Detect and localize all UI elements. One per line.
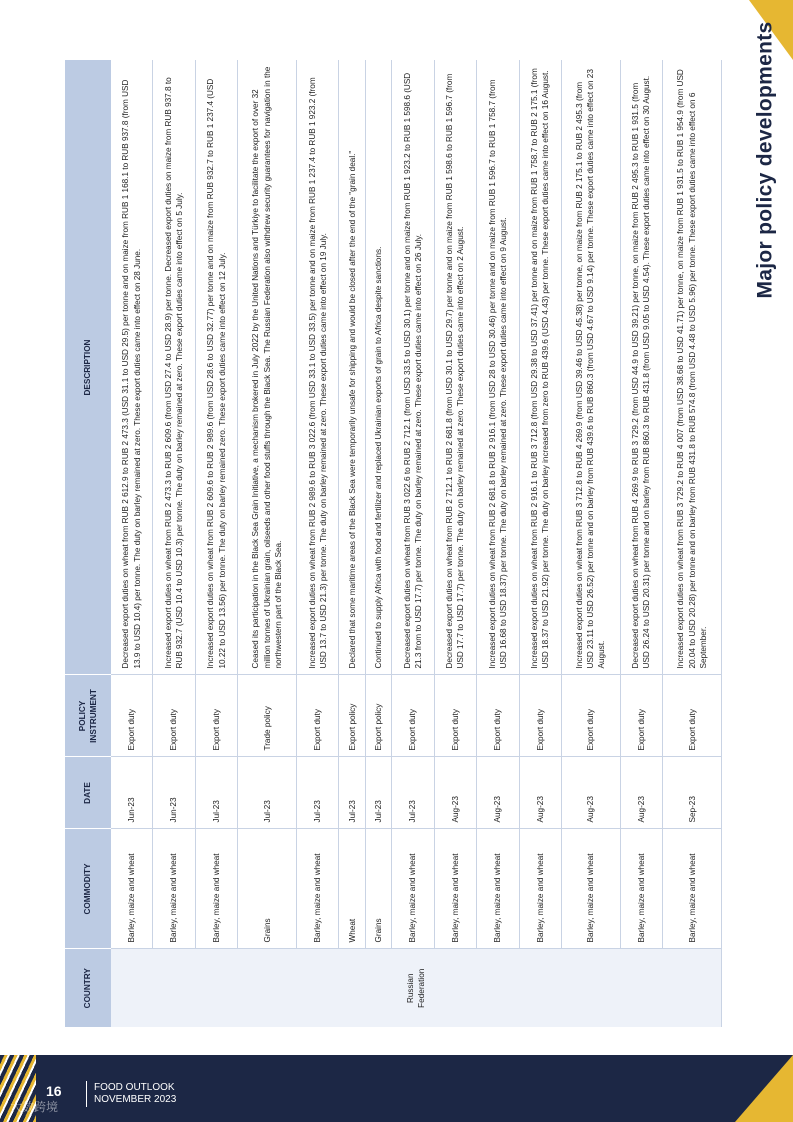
commodity-cell: Barley, maize and wheat bbox=[620, 829, 663, 949]
section-title-text: Major policy developments bbox=[753, 21, 777, 299]
watermark: 大数跨境 bbox=[10, 1100, 59, 1114]
section-title bbox=[738, 0, 793, 320]
date-cell: Jul-23 bbox=[296, 757, 339, 829]
publication-title bbox=[94, 1082, 176, 1106]
commodity-cell: Barley, maize and wheat bbox=[477, 829, 520, 949]
instrument-cell: Export policy bbox=[339, 675, 365, 757]
commodity-cell: Grains bbox=[238, 829, 297, 949]
commodity-cell: Barley, maize and wheat bbox=[153, 829, 196, 949]
table-row bbox=[519, 60, 562, 1027]
commodity-cell: Barley, maize and wheat bbox=[663, 829, 722, 949]
date-cell: Aug-23 bbox=[519, 757, 562, 829]
header-commodity: COMMODITY bbox=[65, 829, 111, 949]
rotated-table-wrapper bbox=[65, 60, 722, 1027]
table-row bbox=[562, 60, 621, 1027]
date-cell: Aug-23 bbox=[620, 757, 663, 829]
date-cell: Jul-23 bbox=[238, 757, 297, 829]
description-cell: Increased export duties on wheat from RUB 2 916.1 to RUB 3 712.8 (from USD 29.38 to USD 37.41) per tonne and on maize from RUB 1 758.7 to RUB 2 175.1 (from USD 18.37 to USD 21.92) per tonne. The duty on barley increased from zero to RUB 439.6 (USD 4.43) per tonne. These export duties came into effect on 16 August. bbox=[519, 60, 562, 675]
instrument-cell: Export duty bbox=[296, 675, 339, 757]
date-cell: Jul-23 bbox=[365, 757, 391, 829]
description-cell: Declared that some maritime areas of the Black Sea were temporarily unsafe for shipping and would be closed after the end of the "grain deal." bbox=[339, 60, 365, 675]
instrument-cell: Export duty bbox=[111, 675, 153, 757]
description-cell: Increased export duties on wheat from RUB 2 473.3 to RUB 2 609.6 (from USD 27.4 to USD 28.9) per tonne. Decreased export duties on maize from RUB 937.8 to RUB 932.7 (USD 10.4 to USD 10.3) per tonne. The duty on barley remained at zero. These export duties came into effect on 5 July. bbox=[153, 60, 196, 675]
commodity-cell: Grains bbox=[365, 829, 391, 949]
commodity-cell: Barley, maize and wheat bbox=[434, 829, 477, 949]
description-cell: Increased export duties on wheat from RUB 3 712.8 to RUB 4 269.9 (from USD 39.46 to USD 45.38) per tonne, on maize from RUB 2 175.1 to RUB 2 495.3 (from USD 23.11 to USD 26.52) per tonne and on barley from RUB 439.6 to RUB 860.3 (from USD 4.67 to USD 9.14) per tonne. These export duties came into effect on 23 August. bbox=[562, 60, 621, 675]
instrument-cell: Export duty bbox=[663, 675, 722, 757]
commodity-cell: Barley, maize and wheat bbox=[392, 829, 435, 949]
instrument-cell: Export duty bbox=[620, 675, 663, 757]
description-cell: Increased export duties on wheat from RUB 2 989.6 to RUB 3 022.6 (from USD 33.1 to USD 33.5) per tonne and on maize from RUB 1 237.4 to RUB 1 923.2 (from USD 13.7 to USD 21.3) per tonne. The duty on barley remained at zero. These export duties came into effect on 19 July. bbox=[296, 60, 339, 675]
commodity-cell: Barley, maize and wheat bbox=[519, 829, 562, 949]
header-date: DATE bbox=[65, 757, 111, 829]
table-row bbox=[339, 60, 365, 1027]
description-cell: Decreased export duties on wheat from RUB 2 612.9 to RUB 2 473.3 (USD 31.1 to USD 29.5) per tonne and on maize from RUB 1 168.1 to RUB 937.8 (from USD 13.9 to USD 10.4) per tonne. The duty on barley remained at zero. These export duties came into effect on 28 June. bbox=[111, 60, 153, 675]
commodity-cell: Barley, maize and wheat bbox=[562, 829, 621, 949]
date-cell: Jun-23 bbox=[153, 757, 196, 829]
table-row bbox=[153, 60, 196, 1027]
instrument-cell: Trade policy bbox=[238, 675, 297, 757]
table-row bbox=[365, 60, 391, 1027]
description-cell: Increased export duties on wheat from RUB 2 681.8 to RUB 2 916.1 (from USD 28 to USD 30.46) per tonne and on maize from RUB 1 596.7 to RUB 1 758.7 (from USD 16.68 to USD 18.37) per tonne. The duty on barley remained at zero. These export duties came into effect on 9 August. bbox=[477, 60, 520, 675]
commodity-cell: Barley, maize and wheat bbox=[296, 829, 339, 949]
header-description: DESCRIPTION bbox=[65, 60, 111, 675]
description-cell: Ceased its participation in the Black Sea Grain Initiative, a mechanism brokered in July 2022 by the United Nations and Türkiye to facilitate the export of over 32 million tonnes of Ukrainian grain, oilseeds and other food stuffs through the Black Sea. The Russian Federation also withdrew security guarantees for navigation in the northwestern part of the Black Sea. bbox=[238, 60, 297, 675]
date-cell: Jun-23 bbox=[111, 757, 153, 829]
table-row bbox=[434, 60, 477, 1027]
instrument-cell: Export duty bbox=[519, 675, 562, 757]
header-policy-instrument: POLICY INSTRUMENT bbox=[65, 675, 111, 757]
table-row bbox=[620, 60, 663, 1027]
instrument-cell: Export duty bbox=[434, 675, 477, 757]
table-row bbox=[238, 60, 297, 1027]
date-cell: Aug-23 bbox=[477, 757, 520, 829]
date-cell: Aug-23 bbox=[434, 757, 477, 829]
description-cell: Increased export duties on wheat from RUB 2 609.6 to RUB 2 989.6 (from USD 28.6 to USD 32.77) per tonne and on maize from RUB 932.7 to RUB 1 237.4 (USD 10.22 to USD 13.56) per tonne. The duty on barley remained zero. These export duties came into effect on 12 July. bbox=[195, 60, 238, 675]
instrument-cell: Export duty bbox=[562, 675, 621, 757]
instrument-cell: Export policy bbox=[365, 675, 391, 757]
date-cell: Jul-23 bbox=[195, 757, 238, 829]
country-cell: Russian Federation bbox=[111, 949, 722, 1027]
table-body bbox=[111, 60, 722, 1027]
description-cell: Decreased export duties on wheat from RUB 2 712.1 to RUB 2 681.8 (from USD 30.1 to USD 29.7) per tonne and on maize from RUB 1 598.6 to RUB 1 596.7 (from USD 17.7 to USD 17.7) per tonne. The duty on barley remained at zero. These export duties came into effect on 2 August. bbox=[434, 60, 477, 675]
date-cell: Sep-23 bbox=[663, 757, 722, 829]
table-row bbox=[392, 60, 435, 1027]
instrument-cell: Export duty bbox=[153, 675, 196, 757]
footer-corner-accent bbox=[735, 1055, 793, 1122]
table-row bbox=[477, 60, 520, 1027]
publication-title-line2: NOVEMBER 2023 bbox=[94, 1094, 177, 1105]
table-row bbox=[296, 60, 339, 1027]
commodity-cell: Barley, maize and wheat bbox=[195, 829, 238, 949]
date-cell: Jul-23 bbox=[339, 757, 365, 829]
instrument-cell: Export duty bbox=[392, 675, 435, 757]
header-country: COUNTRY bbox=[65, 949, 111, 1027]
table-stage bbox=[65, 60, 722, 1027]
date-cell: Jul-23 bbox=[392, 757, 435, 829]
footer-divider bbox=[86, 1081, 87, 1107]
date-cell: Aug-23 bbox=[562, 757, 621, 829]
commodity-cell: Wheat bbox=[339, 829, 365, 949]
table-header-row bbox=[65, 60, 111, 1027]
description-cell: Decreased export duties on wheat from RUB 4 269.9 to RUB 3 729.2 (from USD 44.9 to USD 39.21) per tonne, on maize from RUB 2 495.3 to RUB 1 931.5 (from USD 26.24 to USD 20.31) per tonne and on barley from RUB 860.3 to RUB 431.8 (from USD 9.05 to USD 4.54). These export duties came into effect on 30 August. bbox=[620, 60, 663, 675]
publication-title-line1: FOOD OUTLOOK bbox=[94, 1082, 175, 1093]
policy-table bbox=[65, 60, 722, 1027]
description-cell: Decreased export duties on wheat from RUB 3 022.6 to RUB 2 712.1 (from USD 33.5 to USD 30.1) per tonne and on maize from RUB 1 923.2 to RUB 1 598.6 (USD 21.3 from to USD 17.7) per tonne. The duty on barley remained at zero. These export duties came into effect on 26 July. bbox=[392, 60, 435, 675]
description-cell: Continued to supply Africa with food and fertilizer and replaced Ukrainian exports of grain to Africa despite sanctions. bbox=[365, 60, 391, 675]
commodity-cell: Barley, maize and wheat bbox=[111, 829, 153, 949]
instrument-cell: Export duty bbox=[477, 675, 520, 757]
description-cell: Increased export duties on wheat from RUB 3 729.2 to RUB 4 007 (from USD 38.68 to USD 41.71) per tonne, on maize from RUB 1 931.5 to RUB 1 954.9 (from USD 20.04 to USD 20.28) per tonne and on barley from RUB 431.8 to RUB 574.8 (from USD 4.48 to USD 5.96) per tonne. These export duties came into effect on 6 September. bbox=[663, 60, 722, 675]
page-number: 16 bbox=[46, 1083, 62, 1099]
table-row bbox=[111, 60, 153, 1027]
table-row bbox=[663, 60, 722, 1027]
instrument-cell: Export duty bbox=[195, 675, 238, 757]
table-row bbox=[195, 60, 238, 1027]
